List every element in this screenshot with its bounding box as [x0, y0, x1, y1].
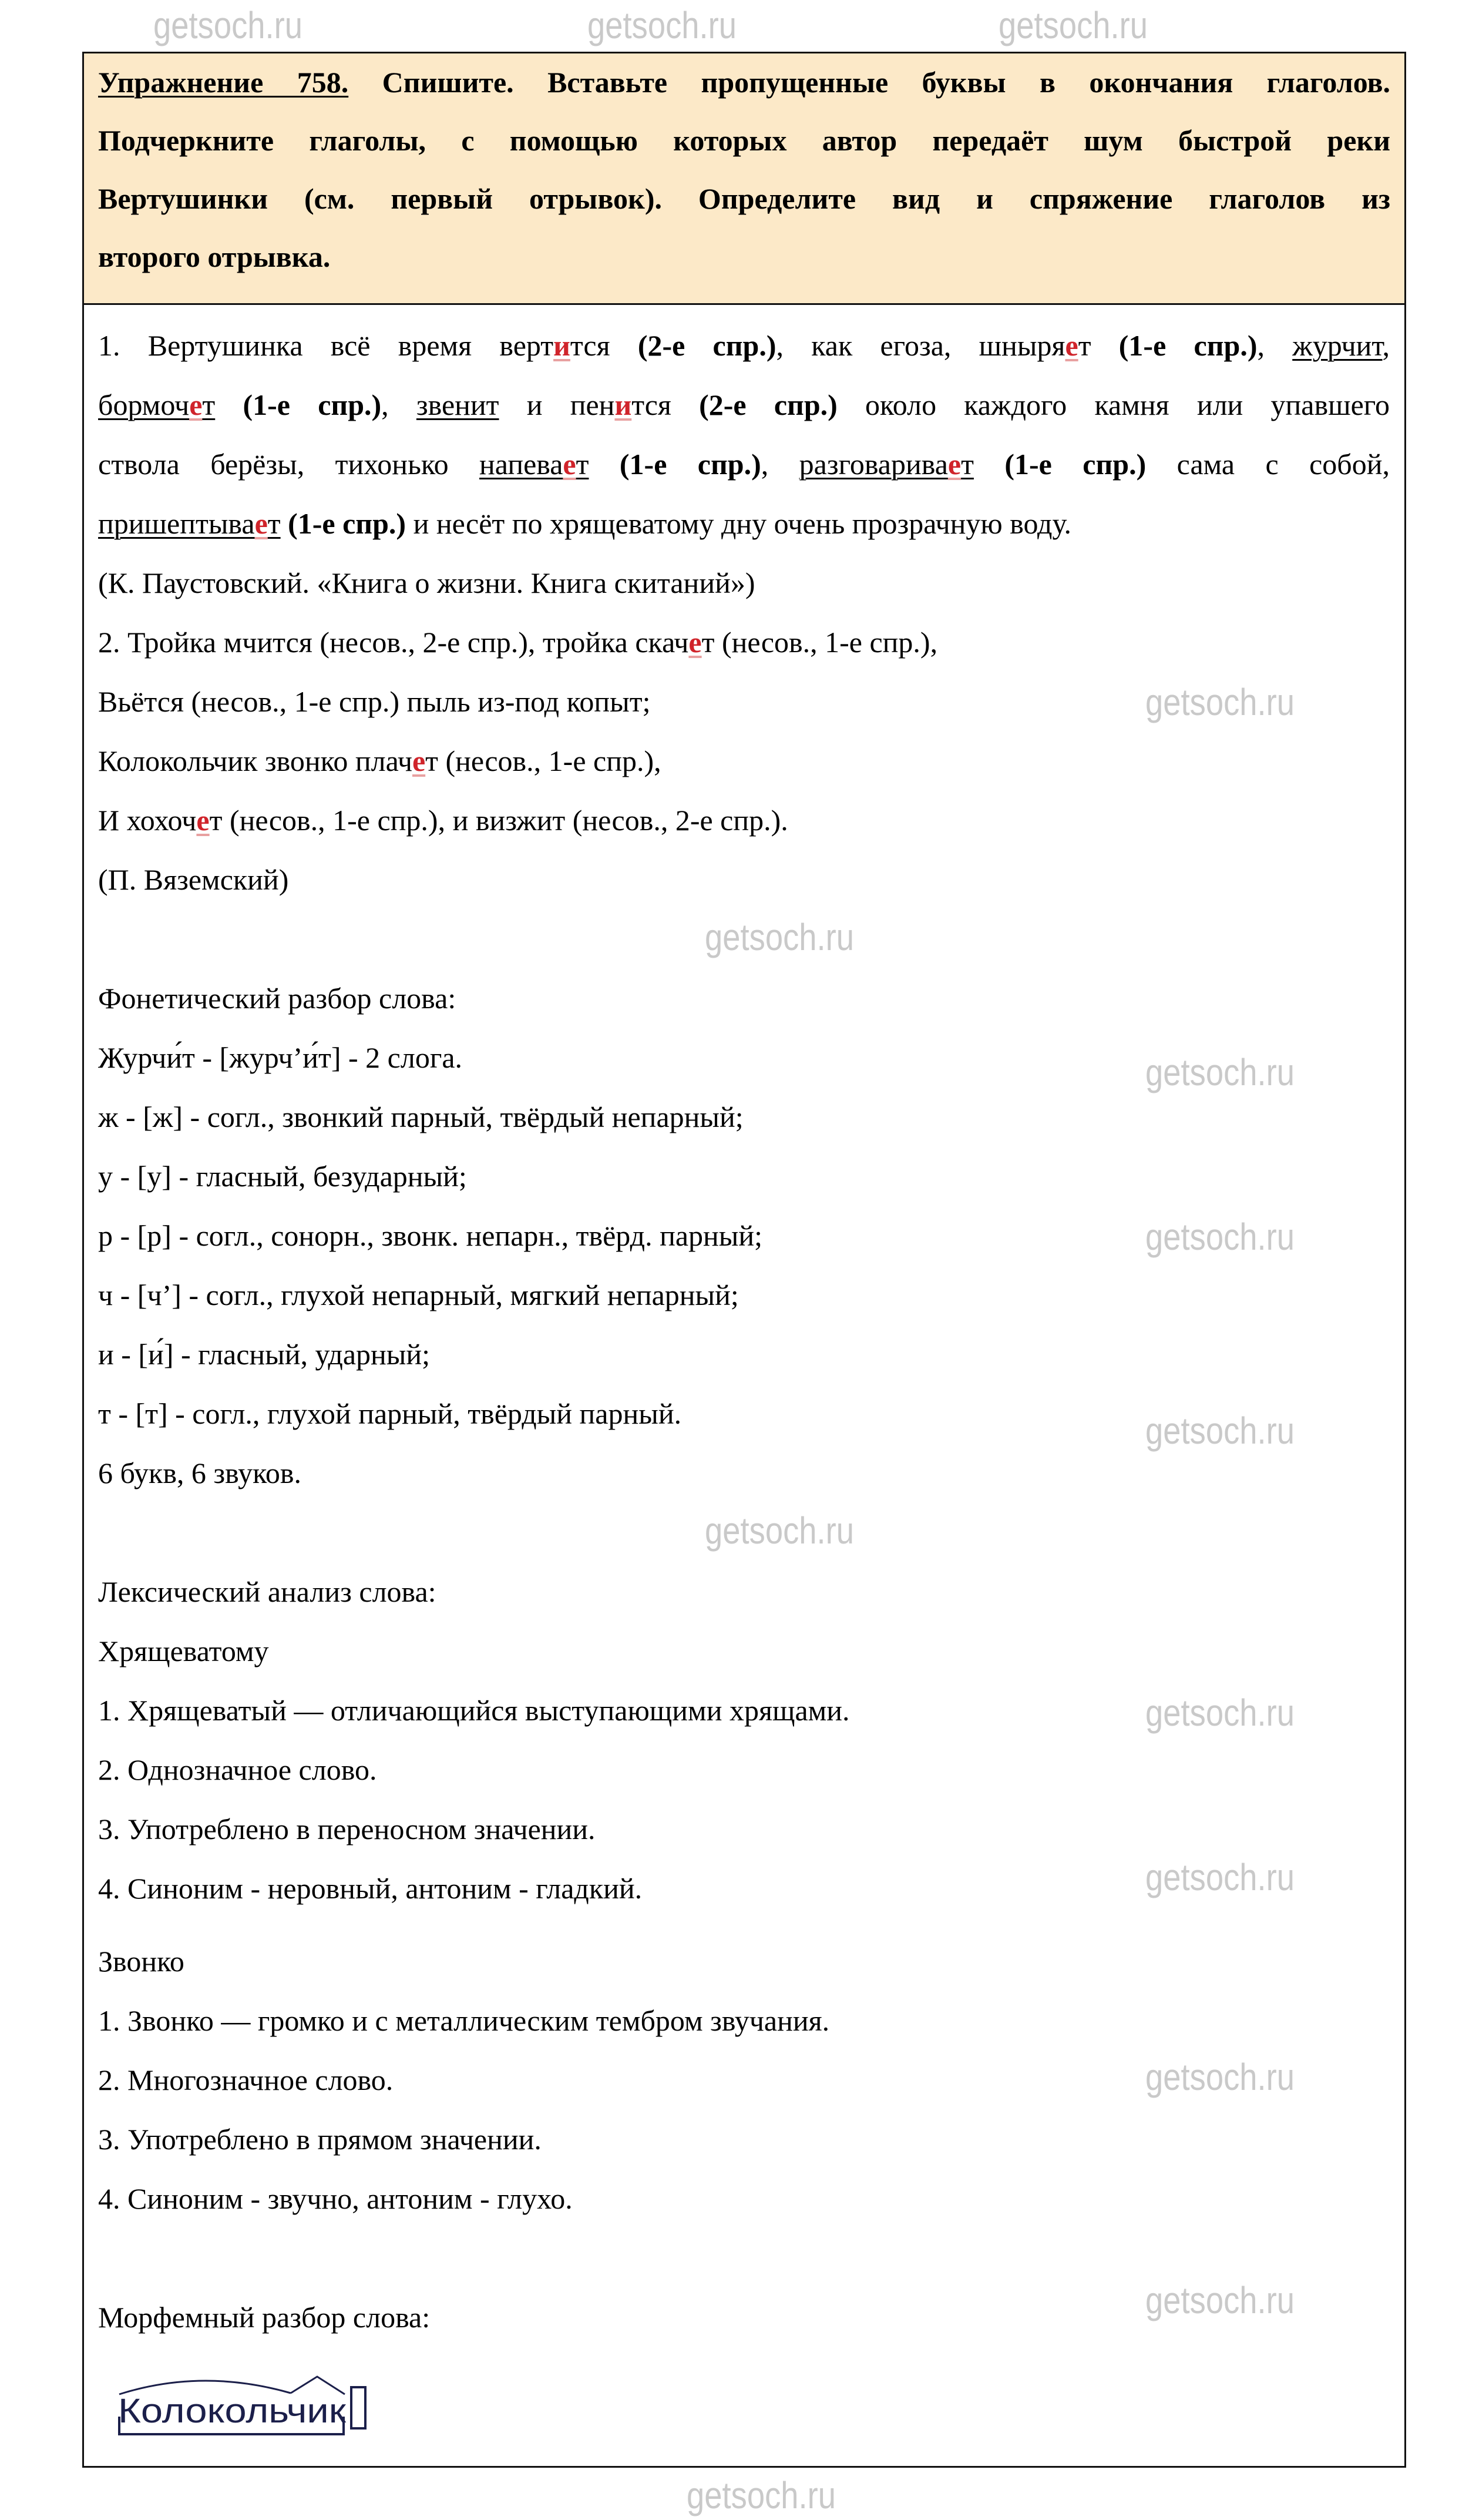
answer-line: [98, 1266, 1390, 1325]
text-segment: т (несов., 1-е спр.),: [425, 744, 661, 777]
answer-line: [98, 2169, 1390, 2229]
underlined-verb: т: [961, 448, 974, 481]
inserted-letter: е: [189, 388, 203, 421]
watermark: getsoch.ru: [705, 916, 855, 958]
ending-box: [351, 2387, 365, 2428]
underlined-verb: т: [267, 507, 281, 540]
inserted-letter: е: [196, 804, 210, 837]
text-segment: 2. Тройка мчится (несов., 2-е спр.), тройка скач: [98, 626, 689, 659]
text-segment: ствола берёзы, тихонько: [98, 448, 480, 481]
text-segment: около каждого камня или упавшего: [837, 388, 1390, 421]
text-segment: [974, 448, 1004, 481]
watermark: getsoch.ru: [587, 4, 737, 46]
answer-line: [98, 1740, 1390, 1800]
text-segment: 1. Звонко — громко и с металлическим тембром звучания.: [98, 2004, 830, 2037]
text-segment: ч - [ч’] - согл., глухой непарный, мягкий непарный;: [98, 1279, 739, 1311]
answer-line: [98, 2051, 1390, 2110]
conjugation-note: (2-е спр.): [637, 329, 776, 362]
answer-line: [98, 1932, 1390, 1991]
answer-line: [98, 316, 1390, 375]
text-segment: т - [т] - согл., глухой парный, твёрдый парный.: [98, 1397, 682, 1430]
task-line: [98, 228, 1390, 286]
underlined-verb: пришептыва: [98, 507, 255, 540]
blank-line: [98, 910, 1390, 969]
text-segment: т: [1078, 329, 1119, 362]
text-segment: Звонко: [98, 1945, 184, 1978]
text-segment: ,: [381, 388, 416, 421]
watermark: getsoch.ru: [705, 1509, 855, 1552]
text-segment: 3. Употреблено в прямом значении.: [98, 2123, 542, 2156]
watermark: getsoch.ru: [1145, 1856, 1295, 1898]
inserted-letter: е: [947, 448, 962, 481]
answer-line: [98, 1088, 1390, 1147]
text-segment: р - [р] - согл., сонорн., звонк. непарн., твёрд. парный;: [98, 1219, 763, 1252]
watermark: getsoch.ru: [153, 4, 303, 46]
answer-line: [98, 1028, 1390, 1088]
spacer: [98, 1918, 1390, 1932]
text-segment: ,: [761, 448, 799, 481]
conjugation-note: (1-е спр.): [1004, 448, 1147, 481]
exercise-card: [82, 52, 1406, 2468]
answer-line: [98, 1325, 1390, 1384]
text-segment: тся: [631, 388, 700, 421]
watermark: getsoch.ru: [1145, 1410, 1295, 1452]
answer-line: [98, 1991, 1390, 2051]
answer-line: [98, 969, 1390, 1028]
text-segment: 2. Однозначное слово.: [98, 1753, 377, 1786]
answer-line: [98, 850, 1390, 910]
text-segment: [589, 448, 619, 481]
underlined-verb: т: [202, 388, 216, 421]
text-segment: тся: [570, 329, 638, 362]
underlined-verb: бормоч: [98, 388, 190, 421]
answer-line: [98, 375, 1390, 435]
answer-line: [98, 1562, 1390, 1622]
morpheme-diagram: [115, 2371, 391, 2441]
text-segment: Вертушинки (см. первый отрывок). Определите вид и спряжение глаголов из: [98, 182, 1390, 215]
text-segment: Колокольчик звонко плач: [98, 744, 412, 777]
text-segment: 3. Употреблено в переносном значении.: [98, 1813, 596, 1845]
task-line: [98, 170, 1390, 228]
inserted-letter: е: [254, 507, 268, 540]
answer-line: [98, 731, 1390, 791]
watermark: getsoch.ru: [999, 4, 1148, 46]
answer-line: [98, 553, 1390, 613]
watermark: getsoch.ru: [1145, 1051, 1295, 1093]
watermark: getsoch.ru: [1145, 1692, 1295, 1734]
task-line: [98, 112, 1390, 170]
morpheme-word: Колокольчик: [118, 2392, 347, 2430]
text-segment: Вьётся (несов., 1-е спр.) пыль из-под копыт;: [98, 685, 651, 718]
blank-line: [98, 1503, 1390, 1562]
conjugation-note: (1-е спр.): [243, 388, 382, 421]
watermark: getsoch.ru: [1145, 681, 1295, 723]
watermark: getsoch.ru: [1145, 2279, 1295, 2321]
answer-line: [98, 2288, 1390, 2347]
answer-line: [98, 435, 1390, 494]
watermark: getsoch.ru: [687, 2474, 836, 2516]
text-segment: и - [и́] - гласный, ударный;: [98, 1338, 431, 1371]
conjugation-note: (1-е спр.): [619, 448, 761, 481]
inserted-letter: е: [412, 744, 426, 777]
text-segment: 2. Многозначное слово.: [98, 2063, 394, 2096]
inserted-letter: е: [1065, 329, 1078, 362]
text-segment: Хрящеватому: [98, 1635, 269, 1667]
answer-line: [98, 494, 1390, 553]
inserted-letter: е: [688, 626, 702, 659]
answer-line: [98, 2110, 1390, 2169]
text-segment: 1. Вертушинка всё время верт: [98, 329, 554, 362]
text-segment: , как егоза, шныря: [776, 329, 1065, 362]
answer-line: [98, 672, 1390, 731]
text-segment: сама с собой,: [1146, 448, 1390, 481]
text-segment: 4. Синоним - звучно, антоним - глухо.: [98, 2182, 573, 2215]
answer-line: [98, 1384, 1390, 1444]
answer-line: [98, 1147, 1390, 1206]
watermark: getsoch.ru: [1145, 2056, 1295, 2098]
answer-line: [98, 791, 1390, 850]
text-segment: 4. Синоним - неровный, антоним - гладкий.: [98, 1872, 643, 1905]
text-segment: [215, 388, 243, 421]
answer-line: [98, 1800, 1390, 1859]
text-segment: у - [у] - гласный, безударный;: [98, 1160, 467, 1193]
answer-line: [98, 1856, 1390, 1918]
text-segment: т (несов., 1-е спр.),: [701, 626, 938, 659]
text-segment: 1. Хрящеватый — отличающийся выступающими хрящами.: [98, 1694, 850, 1727]
text-segment: Спишите. Вставьте пропущенные буквы в окончания глаголов.: [348, 66, 1391, 99]
text-segment: (П. Вяземский): [98, 863, 289, 896]
answer-line: [98, 613, 1390, 672]
answer-line: [98, 1622, 1390, 1681]
underlined-verb: журчит: [1292, 329, 1383, 362]
inserted-letter: и: [553, 329, 570, 362]
text-segment: ,: [1257, 329, 1293, 362]
task-line: [98, 53, 1390, 112]
text-segment: Фонетический разбор слова:: [98, 982, 456, 1015]
text-segment: ,: [1382, 329, 1390, 362]
conjugation-note: (1-е спр.): [288, 507, 406, 540]
answer-line: [98, 1206, 1390, 1266]
text-segment: И хохоч: [98, 804, 197, 837]
text-segment: т (несов., 1-е спр.), и визжит (несов., 2-е спр.).: [209, 804, 788, 837]
exercise-number: Упражнение 758.: [98, 66, 349, 99]
exercise-answer-body: [84, 305, 1404, 2441]
inserted-letter: и: [614, 388, 632, 421]
text-segment: и пен: [499, 388, 615, 421]
underlined-verb: звенит: [416, 388, 499, 421]
conjugation-note: (2-е спр.): [699, 388, 838, 421]
underlined-verb: напева: [479, 448, 563, 481]
blank-line: [98, 2229, 1390, 2288]
answer-line: [98, 1681, 1390, 1740]
inserted-letter: е: [563, 448, 576, 481]
exercise-task-header: [84, 53, 1404, 305]
text-segment: Лексический анализ слова:: [98, 1575, 436, 1608]
underlined-verb: разговарива: [799, 448, 948, 481]
text-segment: Морфемный разбор слова:: [98, 2301, 431, 2334]
text-segment: 6 букв, 6 звуков.: [98, 1457, 301, 1489]
text-segment: [281, 507, 288, 540]
text-segment: и несёт по хрящеватому дну очень прозрачную воду.: [406, 507, 1071, 540]
watermark: getsoch.ru: [1145, 1216, 1295, 1258]
conjugation-note: (1-е спр.): [1118, 329, 1258, 362]
text-segment: ж - [ж] - согл., звонкий парный, твёрдый непарный;: [98, 1100, 744, 1133]
text-segment: второго отрывка.: [98, 240, 331, 273]
answer-line: [98, 1444, 1390, 1503]
text-segment: Журчи́т - [журч’и́т] - 2 слога.: [98, 1041, 463, 1074]
underlined-verb: т: [576, 448, 589, 481]
text-segment: (К. Паустовский. «Книга о жизни. Книга скитаний»): [98, 566, 755, 599]
text-segment: Подчеркните глаголы, с помощью которых автор передаёт шум быстрой реки: [98, 124, 1390, 157]
